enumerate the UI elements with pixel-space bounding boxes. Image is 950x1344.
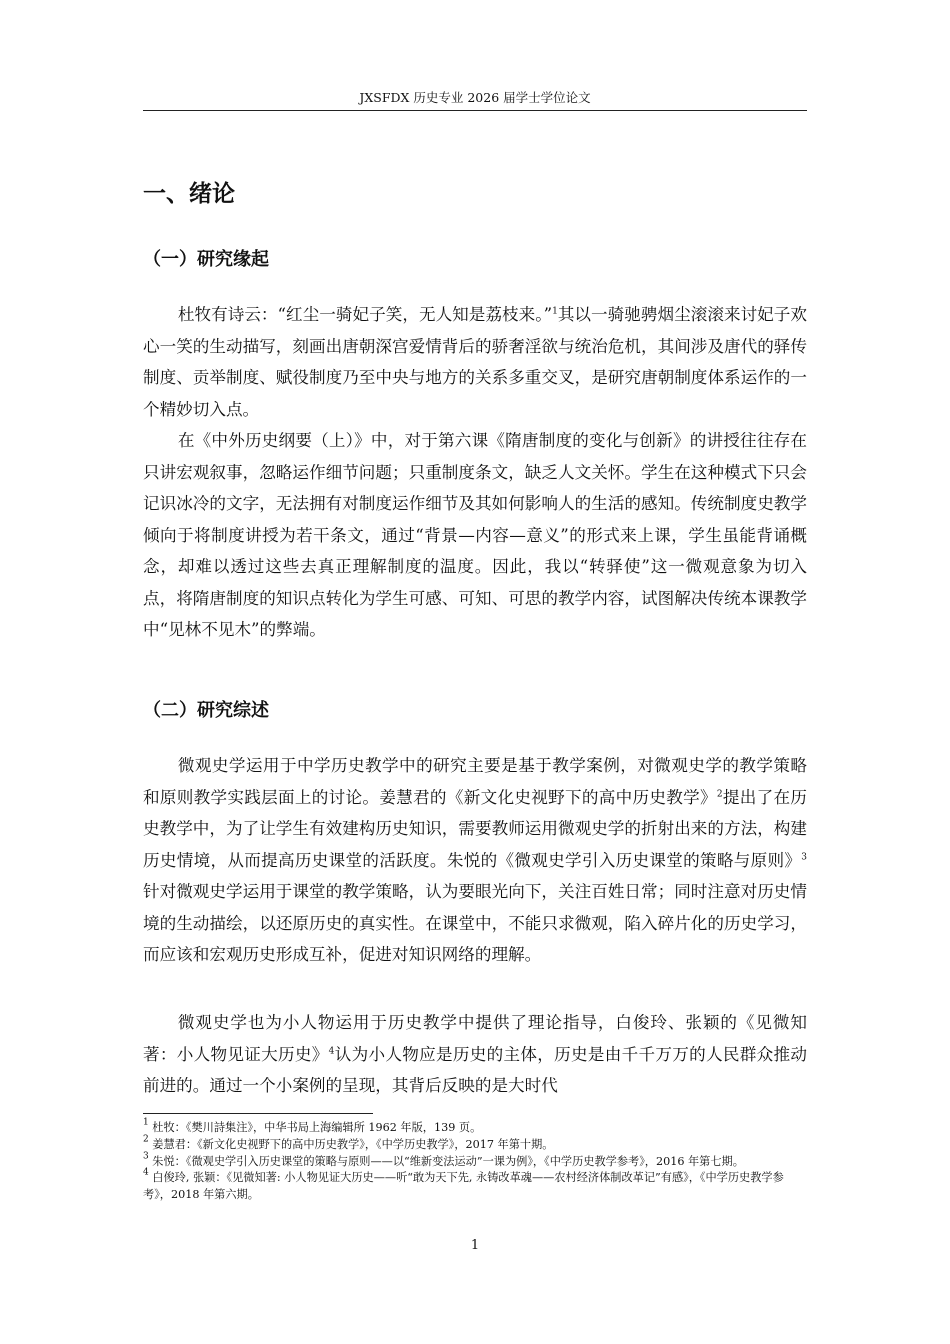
footnote-2 bbox=[143, 1134, 807, 1154]
footnote-1 bbox=[143, 1117, 807, 1137]
footnote-text: 朱悦：《微观史学引入历史课堂的策略与原则——以“维新变法运动”一课为例》，《中学历史教学参考》，2016 年第七期。 bbox=[152, 1154, 744, 1168]
footnote-number: 4 bbox=[143, 1168, 149, 1179]
section-title-review: （二）研究综述 bbox=[143, 700, 269, 721]
footnote-text: 白俊玲, 张颖：《见微知著: 小人物见证大历史——听“敢为天下先, 永铸改革魂——农村经济体制改革记”有感》，《中学历史教学参考》，2018 年第六期。 bbox=[143, 1171, 784, 1202]
paragraph-origin-1 bbox=[143, 299, 807, 425]
running-header: JXSFDX 历史专业 2026 届学士学位论文 bbox=[359, 90, 591, 105]
paragraph-review-2 bbox=[143, 1007, 807, 1102]
paragraph-text: 提出了在历史教学中，为了让学生有效建构历史知识，需要教师运用微观史学的折射出来的方法，构建历史情境，从而提高历史课堂的活跃度。朱悦的《微观史学引入历史课堂的策略与原则》 bbox=[143, 787, 808, 870]
footnote-ref-1[interactable]: 1 bbox=[552, 306, 558, 317]
paragraph-text: 杜牧有诗云：“红尘一骑妃子笑，无人知是荔枝来。” bbox=[177, 305, 553, 324]
section-title-origin: （一）研究缘起 bbox=[143, 249, 269, 270]
header-rule bbox=[143, 110, 807, 111]
paragraph-text: 微观史学运用于中学历史教学中的研究主要是基于教学案例，对微观史学的教学策略和原则教学实践层面上的讨论。姜慧君的《新文化史视野下的高中历史教学》 bbox=[143, 756, 807, 807]
footnote-text: 姜慧君：《新文化史视野下的高中历史教学》，《中学历史教学》，2017 年第十期。 bbox=[152, 1137, 554, 1151]
chapter-title: 一、绪论 bbox=[143, 181, 235, 207]
footnote-number: 2 bbox=[143, 1134, 149, 1145]
paragraph-text: 认为小人物应是历史的主体，历史是由千千万万的人民群众推动前进的。通过一个小案例的呈现，其背后反映的是大时代 bbox=[143, 1044, 808, 1095]
paragraph-text: 微观史学也为小人物运用于历史教学中提供了理论指导，白俊玲、张颖的《见微知著：小人物见证大历史》 bbox=[143, 1013, 807, 1064]
paragraph-review-1 bbox=[143, 750, 807, 971]
paragraph-text: 其以一骑驰骋烟尘滚滚来讨妃子欢心一笑的生动描写，刻画出唐朝深宫爱情背后的骄奢淫欲与统治危机，其间涉及唐代的驿传制度、贡举制度、赋役制度乃至中央与地方的关系多重交叉，是研究唐朝制度体系运作的一个精妙切入点。 bbox=[143, 305, 808, 419]
paragraph-text: 针对微观史学运用于课堂的教学策略，认为要眼光向下，关注百姓日常；同时注意对历史情境的生动描绘，以还原历史的真实性。在课堂中，不能只求微观，陷入碎片化的历史学习，而应该和宏观历史形成互补，促进对知识网络的理解。 bbox=[143, 882, 807, 964]
footnote-separator bbox=[143, 1113, 373, 1114]
footnotes bbox=[143, 1117, 807, 1204]
footnote-ref-3[interactable]: 3 bbox=[801, 852, 807, 863]
footnote-number: 1 bbox=[143, 1117, 149, 1128]
footnote-text: 杜牧：《樊川詩集注》，中华书局上海编辑所 1962 年版，139 页。 bbox=[152, 1121, 482, 1134]
footnote-4 bbox=[143, 1170, 807, 1204]
footnote-ref-2[interactable]: 2 bbox=[716, 789, 723, 800]
page-number: 1 bbox=[470, 1238, 480, 1253]
footnote-3 bbox=[143, 1151, 807, 1171]
paragraph-origin-2: 在《中外历史纲要（上）》中，对于第六课《隋唐制度的变化与创新》的讲授往往存在只讲宏观叙事，忽略运作细节问题；只重制度条文，缺乏人文关怀。学生在这种模式下只会记识冰冷的文字，无法拥有对制度运作细节及其如何影响人的生活的感知。传统制度史教学倾向于将制度讲授为若干条文，通过“背景—内容—意义”的形式来上课，学生虽能背诵概念，却难以透过这些去真正理解制度的温度。因此，我以“转驿使”这一微观意象为切入点，将隋唐制度的知识点转化为学生可感、可知、可思的教学内容，试图解决传统本课教学中“见林不见木”的弊端。 bbox=[143, 431, 807, 639]
footnote-number: 3 bbox=[143, 1151, 149, 1162]
footnote-ref-4[interactable]: 4 bbox=[328, 1046, 335, 1057]
